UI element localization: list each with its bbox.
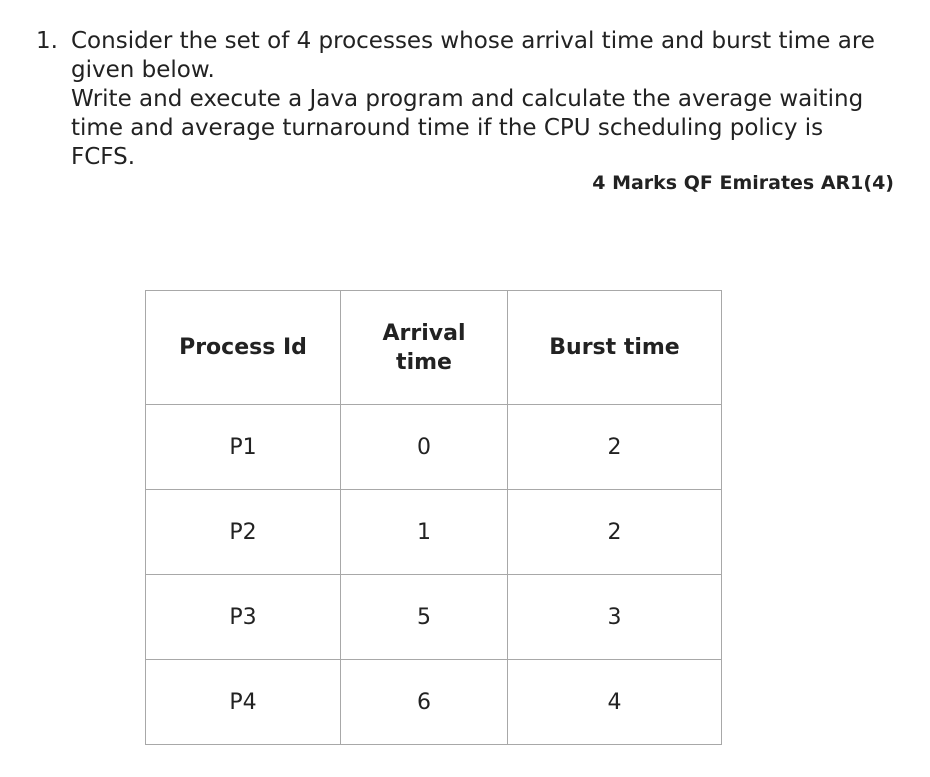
question-line: Consider the set of 4 processes whose arrival time and burst time are: [71, 28, 875, 54]
cell-arrival: 5: [341, 575, 508, 660]
header-arrival-line1: Arrival: [382, 320, 466, 346]
header-arrival-line2: time: [396, 349, 452, 375]
table-row: [146, 490, 722, 575]
table-row: [146, 660, 722, 745]
cell-process: P1: [146, 405, 341, 490]
question-line: time and average turnaround time if the CPU scheduling policy is: [71, 115, 824, 141]
cell-burst: 4: [508, 660, 722, 745]
cell-process: P3: [146, 575, 341, 660]
cell-process: P4: [146, 660, 341, 745]
question-line: Write and execute a Java program and calculate the average waiting: [71, 86, 864, 112]
cell-burst: 2: [508, 405, 722, 490]
marks-label: 4 Marks QF Emirates AR1(4): [592, 172, 894, 194]
table-row: [146, 575, 722, 660]
cell-arrival: 0: [341, 405, 508, 490]
cell-arrival: 6: [341, 660, 508, 745]
question-block: [36, 27, 916, 172]
table-row: [146, 405, 722, 490]
header-arrival-time: [341, 291, 508, 405]
header-process-id: Process Id: [146, 291, 341, 405]
question-number: 1.: [36, 28, 58, 54]
header-burst-time: Burst time: [508, 291, 722, 405]
cell-burst: 3: [508, 575, 722, 660]
table-header-row: [146, 291, 722, 405]
cell-process: P2: [146, 490, 341, 575]
question-line: given below.: [71, 57, 215, 83]
process-table: [145, 290, 722, 745]
question-line: FCFS.: [71, 144, 136, 170]
cell-burst: 2: [508, 490, 722, 575]
question-text: [71, 27, 916, 172]
cell-arrival: 1: [341, 490, 508, 575]
